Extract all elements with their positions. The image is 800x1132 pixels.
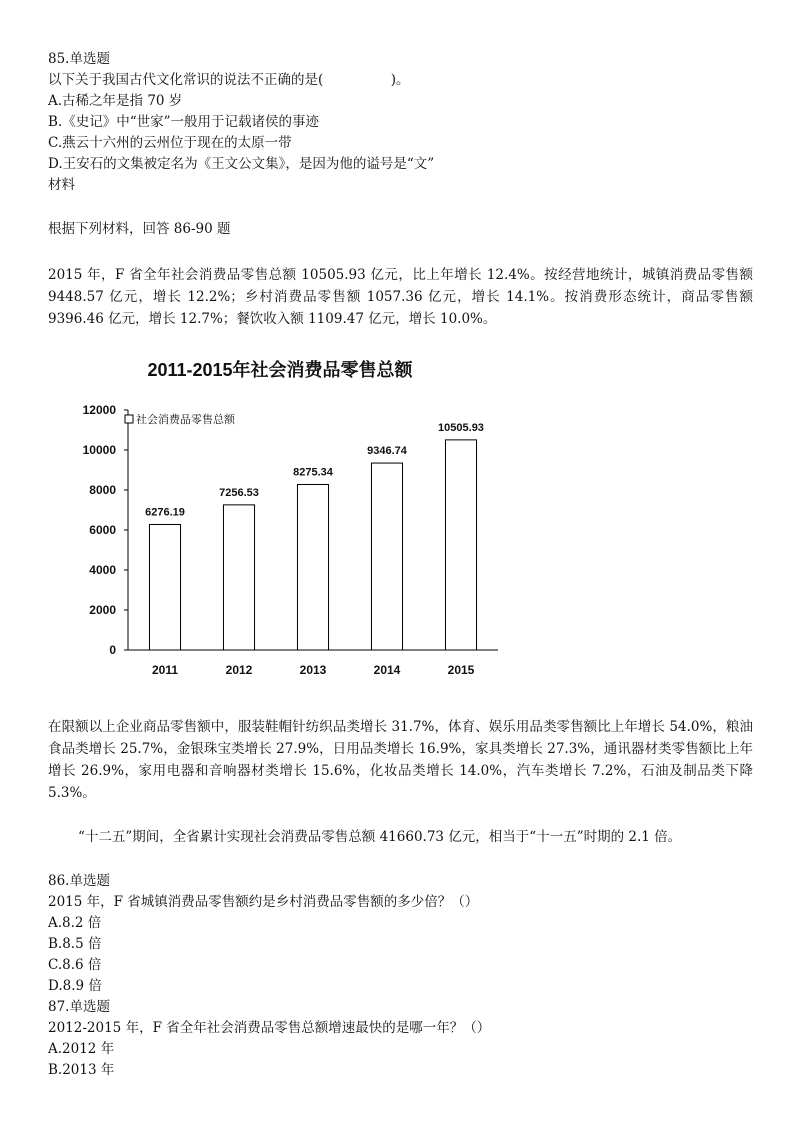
y-tick-label: 10000 [82,443,116,457]
question-86-header: 86.单选题 [48,873,110,889]
data-label-2014: 9346.74 [367,445,407,458]
question-86-stem: 2015 年，F 省城镇消费品零售额约是乡村消费品零售额的多少倍？（） [48,894,479,910]
y-tick-label: 8000 [89,483,116,497]
question-87-stem: 2012-2015 年，F 省全年社会消费品零售总额增速最快的是哪一年？（） [48,1020,491,1036]
bar-2011 [149,524,180,650]
y-axis [83,403,128,657]
question-87-option-b[interactable]: B.2013 年 [48,1062,115,1078]
question-86-option-b[interactable]: B.8.5 倍 [48,936,102,952]
question-85-option-b[interactable]: B.《史记》中“世家”一般用于记载诸侯的事迹 [48,114,320,130]
material-paragraph-2: 在限额以上企业商品零售额中，服装鞋帽针纺织品类增长 31.7%，体育、娱乐用品类零售额比上年增长 54.0%，粮油食品类增长 25.7%，金银珠宝类增长 27.9%，日用品类增长 16.9%，家具类增长 27.3%，通讯器材类零售额比上年增长 26.9%，家用电器和音响器材类增长 15.6%，化妆品类增长 14.0%，汽车类增长 7.2%，石油及制品类下降 5.3%。 [48,719,753,801]
legend-label: 社会消费品零售总额 [136,414,235,426]
x-axis [128,650,498,677]
material-instruction: 根据下列材料，回答 86-90 题 [48,221,231,237]
x-tick-label-2013: 2013 [299,663,327,677]
question-85-stem: 以下关于我国古代文化常识的说法不正确的是( )。 [48,72,410,88]
bar-2013 [297,484,328,650]
bar-2012 [223,505,254,650]
y-tick-label: 6000 [89,523,116,537]
y-tick-label: 0 [109,643,116,657]
material-label: 材料 [48,177,75,193]
x-tick-label-2015: 2015 [447,663,475,677]
x-tick-label-2012: 2012 [225,663,253,677]
data-label-2011: 6276.19 [145,506,185,519]
question-87-option-a[interactable]: A.2012 年 [48,1041,115,1057]
legend-swatch [125,415,133,423]
data-label-2015: 10505.93 [438,421,484,434]
chart-title: 2011-2015年社会消费品零售总额 [147,360,413,380]
y-tick-label: 4000 [89,563,116,577]
retail-sales-bar-chart [40,352,510,692]
question-86-option-d[interactable]: D.8.9 倍 [48,978,102,994]
data-label-2012: 7256.53 [219,486,259,499]
question-85-option-a[interactable]: A.古稀之年是指 70 岁 [48,93,183,109]
bars [145,422,484,650]
x-tick-label-2014: 2014 [373,663,401,677]
question-85-option-d[interactable]: D.王安石的文集被定名为《王文公文集》，是因为他的谥号是“文” [48,156,435,172]
y-tick-label: 2000 [89,603,116,617]
legend [125,412,236,426]
question-85-header: 85.单选题 [48,51,110,67]
question-86-option-a[interactable]: A.8.2 倍 [48,915,102,931]
question-86-option-c[interactable]: C.8.6 倍 [48,957,102,973]
bar-2014 [371,463,402,650]
question-85-option-c[interactable]: C.燕云十六州的云州位于现在的太原一带 [48,135,292,151]
x-tick-label-2011: 2011 [151,663,179,677]
question-87-header: 87.单选题 [48,999,110,1015]
material-paragraph-3: “十二五”期间，全省累计实现社会消费品零售总额 41660.73 亿元，相当于“十一五”时期的 2.1 倍。 [78,829,682,845]
bar-2015 [445,440,476,650]
material-paragraph-1: 2015 年，F 省全年社会消费品零售总额 10505.93 亿元，比上年增长 12.4%。按经营地统计，城镇消费品零售额 9448.57 亿元，增长 12.2%；乡村消费品零售额 1057.36 亿元，增长 14.1%。按消费形态统计，商品零售额 9396.46 亿元，增长 12.7%；餐饮收入额 1109.47 亿元，增长 10.0%。 [48,267,753,327]
data-label-2013: 8275.34 [293,466,333,479]
y-tick-label: 12000 [82,403,116,417]
